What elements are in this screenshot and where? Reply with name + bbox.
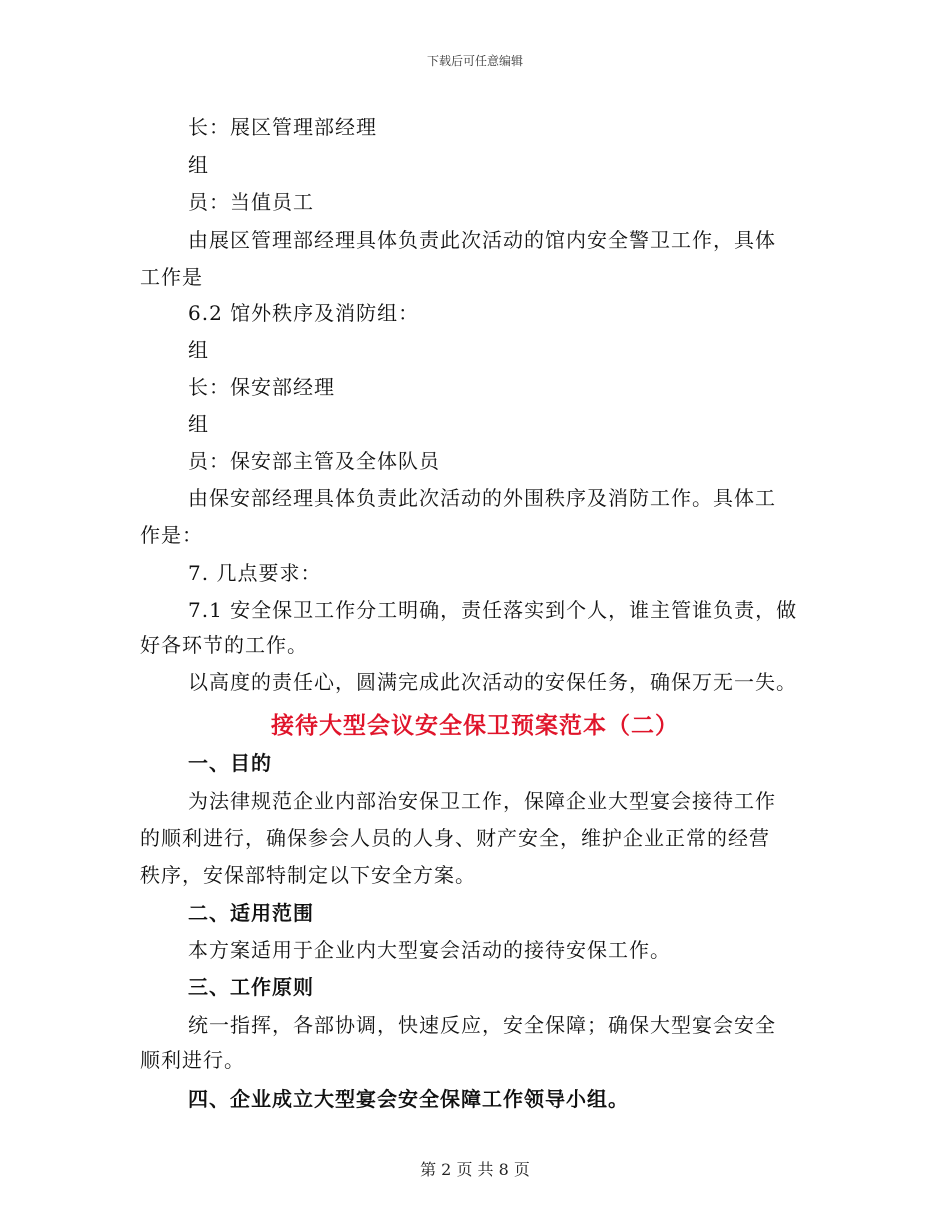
text-line: 6.2 馆外秩序及消防组： [188, 301, 420, 325]
text-line: 7.1 安全保卫工作分工明确，责任落实到个人，谁主管谁负责，做 [188, 598, 798, 622]
text-line: 秩序，安保部特制定以下安全方案。 [140, 863, 476, 887]
text-line: 为法律规范企业内部治安保卫工作，保障企业大型宴会接待工作 [188, 789, 776, 813]
text-line: 7. 几点要求： [188, 561, 322, 585]
text-line: 员：当值员工 [188, 190, 314, 214]
heading: 三、工作原则 [188, 975, 314, 999]
page-footer: 第 2 页 共 8 页 [420, 1160, 530, 1179]
text-line: 的顺利进行，确保参会人员的人身、财产安全，维护企业正常的经营 [140, 826, 770, 850]
heading: 四、企业成立大型宴会安全保障工作领导小组。 [188, 1087, 629, 1111]
text-line: 以高度的责任心，圆满完成此次活动的安保任务，确保万无一失。 [188, 670, 797, 694]
text-line: 好各环节的工作。 [140, 633, 308, 657]
text-line: 长：展区管理部经理 [188, 115, 377, 139]
text-line: 本方案适用于企业内大型宴会活动的接待安保工作。 [188, 938, 671, 962]
text-line: 顺利进行。 [140, 1048, 245, 1072]
text-line: 组 [188, 338, 209, 362]
text-line: 工作是 [140, 265, 203, 289]
text-line: 作是： [140, 523, 203, 547]
heading: 一、目的 [188, 751, 272, 775]
text-line: 长：保安部经理 [188, 375, 335, 399]
text-line: 由展区管理部经理具体负责此次活动的馆内安全警卫工作，具体 [188, 228, 776, 252]
page-header: 下载后可任意编辑 [426, 54, 523, 68]
text-line: 由保安部经理具体负责此次活动的外围秩序及消防工作。具体工 [188, 486, 776, 510]
text-line: 员：保安部主管及全体队员 [188, 449, 440, 473]
heading: 二、适用范围 [188, 901, 314, 925]
text-line: 组 [188, 153, 209, 177]
section-title: 接待大型会议安全保卫预案范本（二） [271, 712, 679, 739]
text-line: 统一指挥，各部协调，快速反应，安全保障；确保大型宴会安全 [188, 1013, 776, 1037]
text-line: 组 [188, 412, 209, 436]
